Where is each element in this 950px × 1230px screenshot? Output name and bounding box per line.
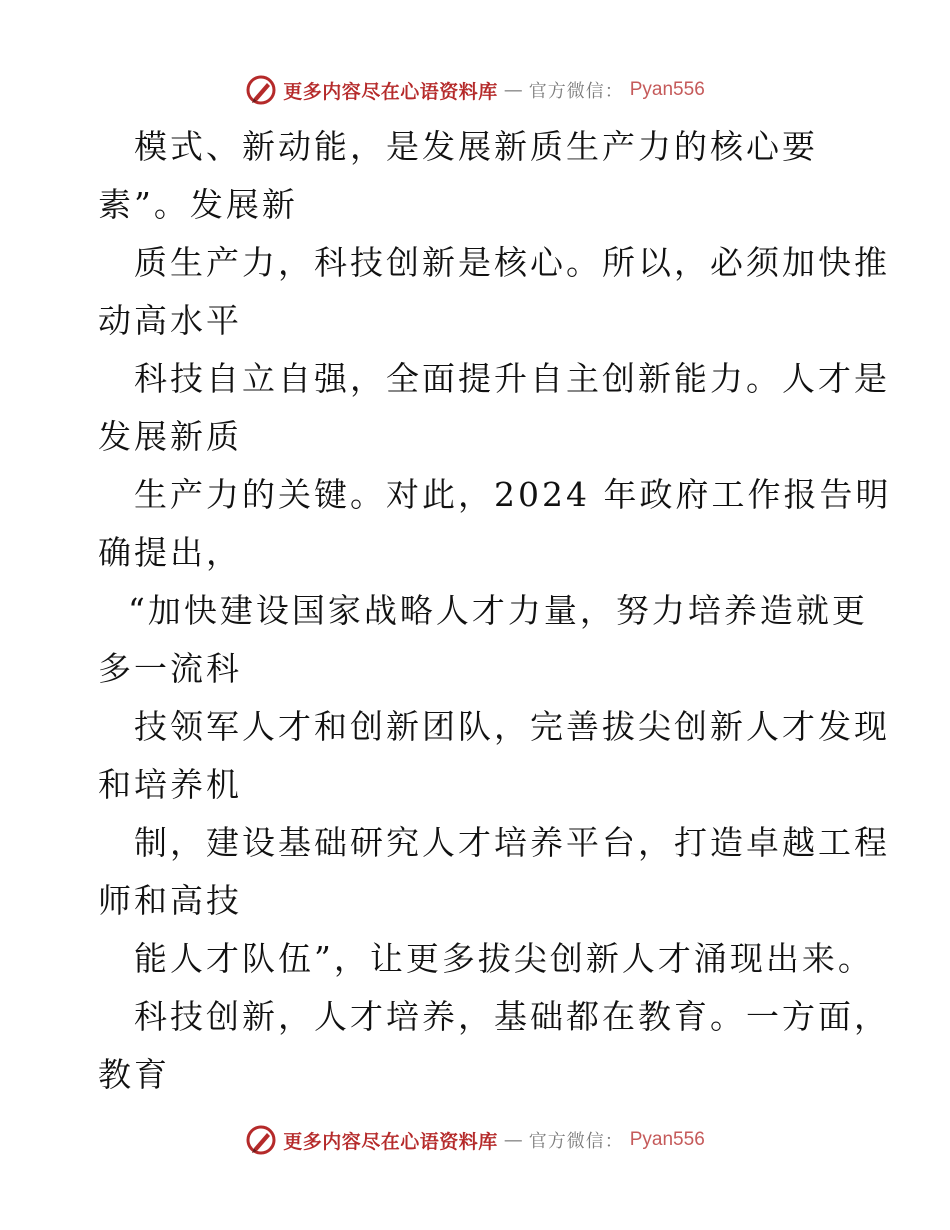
body-line: “加快建设国家战略人才力量，努力培养造就更 <box>128 591 868 630</box>
body-line: 质生产力，科技创新是核心。所以，必须加快推 <box>134 243 890 282</box>
header-banner <box>0 70 950 110</box>
banner-wechat-id: Pyan556 <box>629 1129 705 1150</box>
body-line: 科技创新，人才培养，基础都在教育。一方面， <box>134 997 890 1036</box>
body-line: 制，建设基础研究人才培养平台，打造卓越工程 <box>134 823 890 862</box>
body-line: 能人才队伍”，让更多拔尖创新人才涌现出来。 <box>134 939 874 978</box>
banner-dash: — <box>503 79 523 101</box>
banner-wechat-label: 官方微信： <box>528 1131 624 1152</box>
body-line: 教育 <box>98 1055 170 1094</box>
body-line: 科技自立自强，全面提升自主创新能力。人才是 <box>134 359 890 398</box>
body-line: 确提出， <box>98 533 242 572</box>
body-line: 动高水平 <box>98 301 242 340</box>
pen-logo-icon <box>245 74 277 106</box>
document-body <box>98 118 892 1104</box>
banner-dash: — <box>503 1129 523 1151</box>
body-line: 技领军人才和创新团队，完善拔尖创新人才发现 <box>134 707 890 746</box>
footer-banner <box>0 1120 950 1160</box>
body-line: 和培养机 <box>98 765 242 804</box>
banner-wechat-label: 官方微信： <box>528 81 624 102</box>
body-line: 师和高技 <box>98 881 242 920</box>
body-line: 多一流科 <box>98 649 242 688</box>
body-line: 生产力的关键。对此，2024 年政府工作报告明 <box>134 475 892 514</box>
banner-main-text: 更多内容尽在心语资料库 <box>283 1130 498 1153</box>
body-line: 模式、新动能，是发展新质生产力的核心要 <box>134 127 818 166</box>
banner-wechat-id: Pyan556 <box>629 79 705 100</box>
banner-main-text: 更多内容尽在心语资料库 <box>283 80 498 103</box>
body-line: 素”。发展新 <box>98 185 298 224</box>
pen-logo-icon <box>245 1124 277 1156</box>
body-line: 发展新质 <box>98 417 242 456</box>
